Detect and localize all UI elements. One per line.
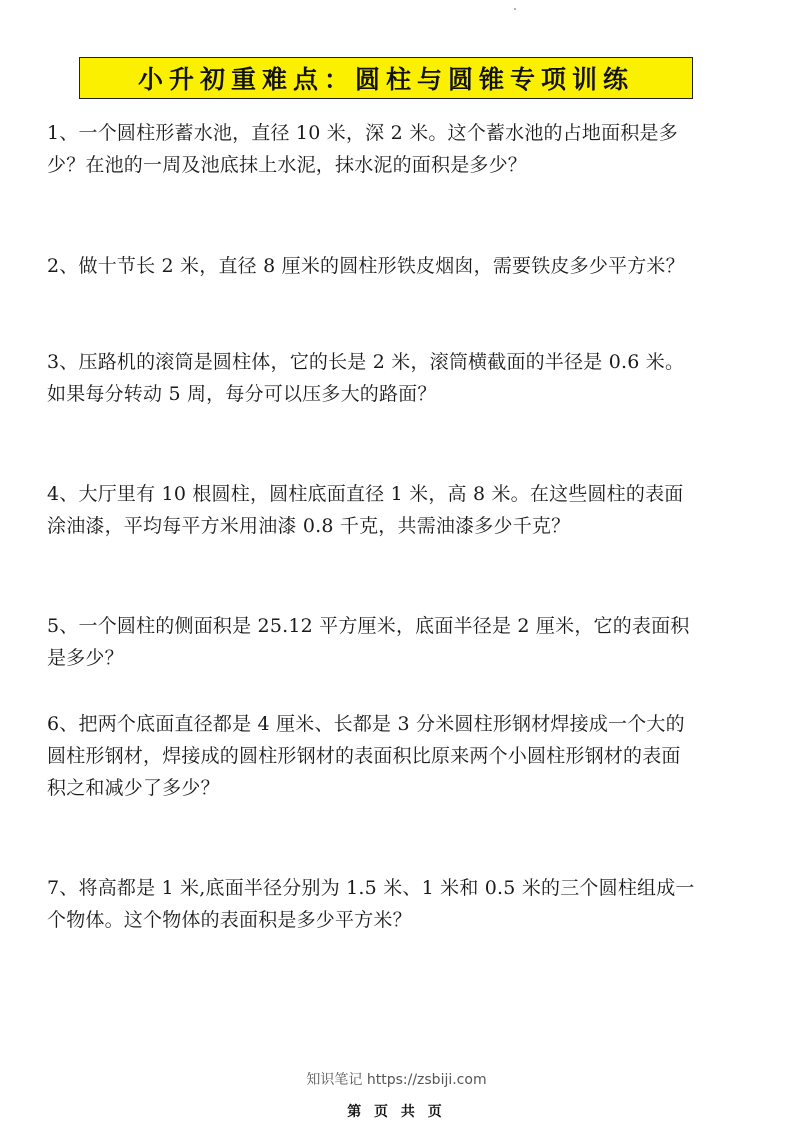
question-6 xyxy=(47,708,747,804)
footer-site-text: 知识笔记 https://zsbiji.com xyxy=(306,1072,487,1088)
question-line: 7、将高都是 1 米,底面半径分别为 1.5 米、1 米和 0.5 米的三个圆柱组成一 xyxy=(47,877,695,899)
page-title: 小升初重难点：圆柱与圆锥专项训练 xyxy=(79,57,693,99)
question-line: 个物体。这个物体的表面积是多少平方米？ xyxy=(47,909,412,931)
footer-page-number: 第 页 共 页 xyxy=(347,1104,446,1120)
question-5 xyxy=(47,610,747,674)
question-7 xyxy=(47,872,747,936)
question-line: 5、一个圆柱的侧面积是 25.12 平方厘米，底面半径是 2 厘米，它的表面积 xyxy=(47,615,690,637)
question-line: 如果每分转动 5 周，每分可以压多大的路面？ xyxy=(47,383,437,405)
question-line: 是多少？ xyxy=(47,647,124,669)
question-line: 3、压路机的滚筒是圆柱体，它的长是 2 米，滚筒横截面的半径是 0.6 米。 xyxy=(47,351,685,373)
question-3 xyxy=(47,346,747,410)
question-2 xyxy=(47,250,747,282)
question-1 xyxy=(47,117,747,181)
scan-speck xyxy=(514,8,516,10)
question-line: 积之和减少了多少？ xyxy=(47,777,220,799)
question-line: 2、做十节长 2 米，直径 8 厘米的圆柱形铁皮烟囱，需要铁皮多少平方米？ xyxy=(47,255,685,277)
question-line: 圆柱形钢材，焊接成的圆柱形钢材的表面积比原来两个小圆柱形钢材的表面 xyxy=(47,745,681,767)
question-line: 4、大厅里有 10 根圆柱，圆柱底面直径 1 米，高 8 米。在这些圆柱的表面 xyxy=(47,483,684,505)
question-line: 1、一个圆柱形蓄水池，直径 10 米，深 2 米。这个蓄水池的占地面积是多 xyxy=(47,122,678,144)
question-4 xyxy=(47,478,747,542)
question-line: 少？在池的一周及池底抹上水泥，抹水泥的面积是多少？ xyxy=(47,154,528,176)
question-line: 6、把两个底面直径都是 4 厘米、长都是 3 分米圆柱形钢材焊接成一个大的 xyxy=(47,713,685,735)
question-line: 涂油漆，平均每平方米用油漆 0.8 千克，共需油漆多少千克？ xyxy=(47,515,571,537)
